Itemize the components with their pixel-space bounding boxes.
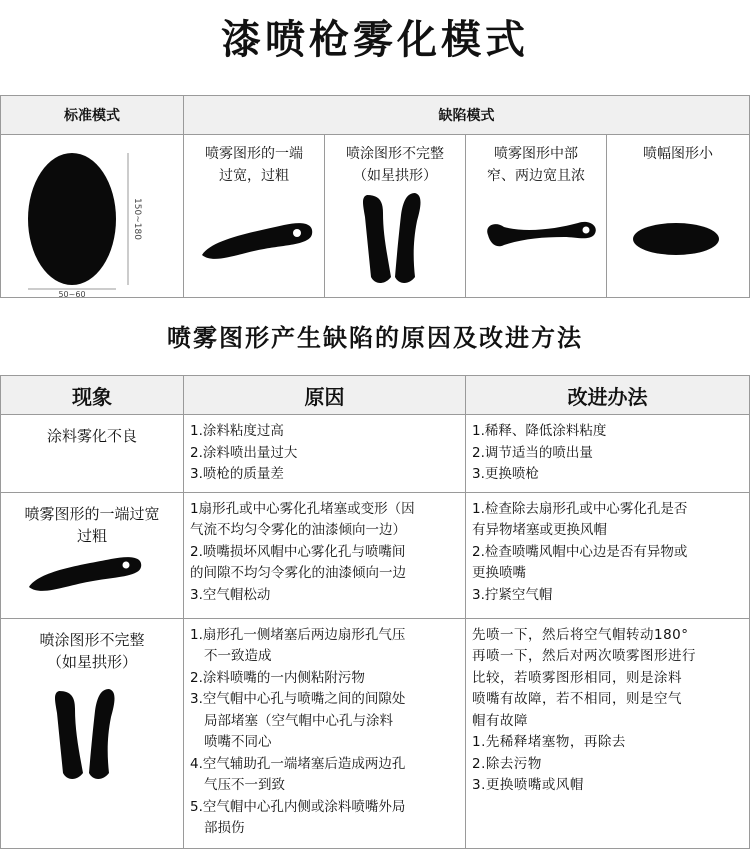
- arch-left-shape: [363, 195, 391, 283]
- table-row: [1, 492, 750, 618]
- uneven-spray-hole-small: [123, 561, 130, 568]
- header-standard: 标准模式: [1, 96, 184, 135]
- header-fix: 改进办法: [466, 376, 750, 415]
- defect-figure-small: [607, 165, 747, 265]
- arch-spray-figure: [1, 673, 183, 785]
- uneven-spray-hole: [293, 229, 301, 237]
- fix-cell: 1.稀释、降低涂料粘度 2.调节适当的喷出量 3.更换喷枪: [466, 415, 750, 493]
- arch-right-shape-small: [89, 689, 115, 779]
- defect-label-3: 喷雾图形中部 窄、两边宽且浓: [487, 146, 585, 184]
- section-subtitle: 喷雾图形产生缺陷的原因及改进方法: [167, 324, 583, 352]
- defect-figure-uneven: [184, 187, 324, 287]
- header-phenomenon: 现象: [1, 376, 184, 415]
- phenomenon-cell: 喷涂图形不完整 （如星拱形）: [1, 618, 184, 848]
- narrow-middle-hole: [583, 227, 590, 234]
- pattern-table: [0, 95, 750, 298]
- standard-pattern-figure: [1, 135, 183, 297]
- defect-cell-2: [325, 135, 466, 298]
- defect-label-1: 喷雾图形的一端 过宽，过粗: [205, 146, 303, 184]
- phenomenon-cell: 喷雾图形的一端过宽 过粗: [1, 492, 184, 618]
- cause-cell: 1.扇形孔一侧堵塞后两边扇形孔气压 不一致造成 2.涂料喷嘴的一内侧粘附污物 3.空气帽中心孔与喷嘴之间的间隙处 局部堵塞（空气帽中心孔与涂料 喷嘴不同心 4.空气辅助孔一端堵塞后造成两边孔 气压不一到致 5.空气帽中心孔内侧或涂料喷嘴外局 部损伤: [184, 618, 466, 848]
- defect-figure-arch: [325, 187, 465, 287]
- uneven-spray-figure: [1, 547, 183, 597]
- fix-cell: 1.检查除去扇形孔或中心雾化孔是否 有异物堵塞或更换风帽 2.检查喷嘴风帽中心边是否有异物或 更换喷嘴 3.拧紧空气帽: [466, 492, 750, 618]
- phenomenon-cell: 涂料雾化不良: [1, 415, 184, 493]
- uneven-spray-shape: [202, 223, 312, 259]
- defect-cell-4: [607, 135, 750, 298]
- small-pattern-ellipse: [633, 223, 719, 255]
- narrow-middle-shape: [487, 222, 596, 246]
- table-row: [1, 415, 750, 493]
- arch-right-shape: [395, 193, 421, 283]
- header-defect: 缺陷模式: [184, 96, 750, 135]
- standard-pattern-cell: [1, 135, 184, 298]
- cause-cell: 1.涂料粘度过高 2.涂料喷出量过大 3.喷枪的质量差: [184, 415, 466, 493]
- table-row: [1, 618, 750, 848]
- header-cause: 原因: [184, 376, 466, 415]
- arch-left-shape-small: [55, 691, 83, 779]
- standard-ellipse: [28, 153, 116, 285]
- defect-figure-narrow-middle: [466, 187, 606, 287]
- defect-cell-3: [466, 135, 607, 298]
- defect-cell-1: [184, 135, 325, 298]
- fix-cell: 先喷一下，然后将空气帽转动180° 再喷一下，然后对两次喷雾图形进行 比较，若喷雾图形相同，则是涂料 喷嘴有故障，若不相同，则是空气 帽有故障 1.先稀释堵塞物，再除去 2.除去污物 3.更换喷嘴或风帽: [466, 618, 750, 848]
- defect-cause-table: [0, 375, 750, 849]
- defect-label-2: 喷涂图形不完整 （如星拱形）: [346, 146, 444, 184]
- cause-cell: 1扇形孔或中心雾化孔堵塞或变形（因 气流不均匀令雾化的油漆倾向一边） 2.喷嘴损坏风帽中心雾化孔与喷嘴间 的间隙不均匀令雾化的油漆倾向一边 3.空气帽松动: [184, 492, 466, 618]
- dim-label-horizontal: 50~60: [58, 290, 86, 297]
- page-title: 漆喷枪雾化模式: [221, 17, 529, 63]
- dim-label-vertical: 150~180: [132, 198, 142, 240]
- defect-label-4: 喷幅图形小: [643, 146, 713, 162]
